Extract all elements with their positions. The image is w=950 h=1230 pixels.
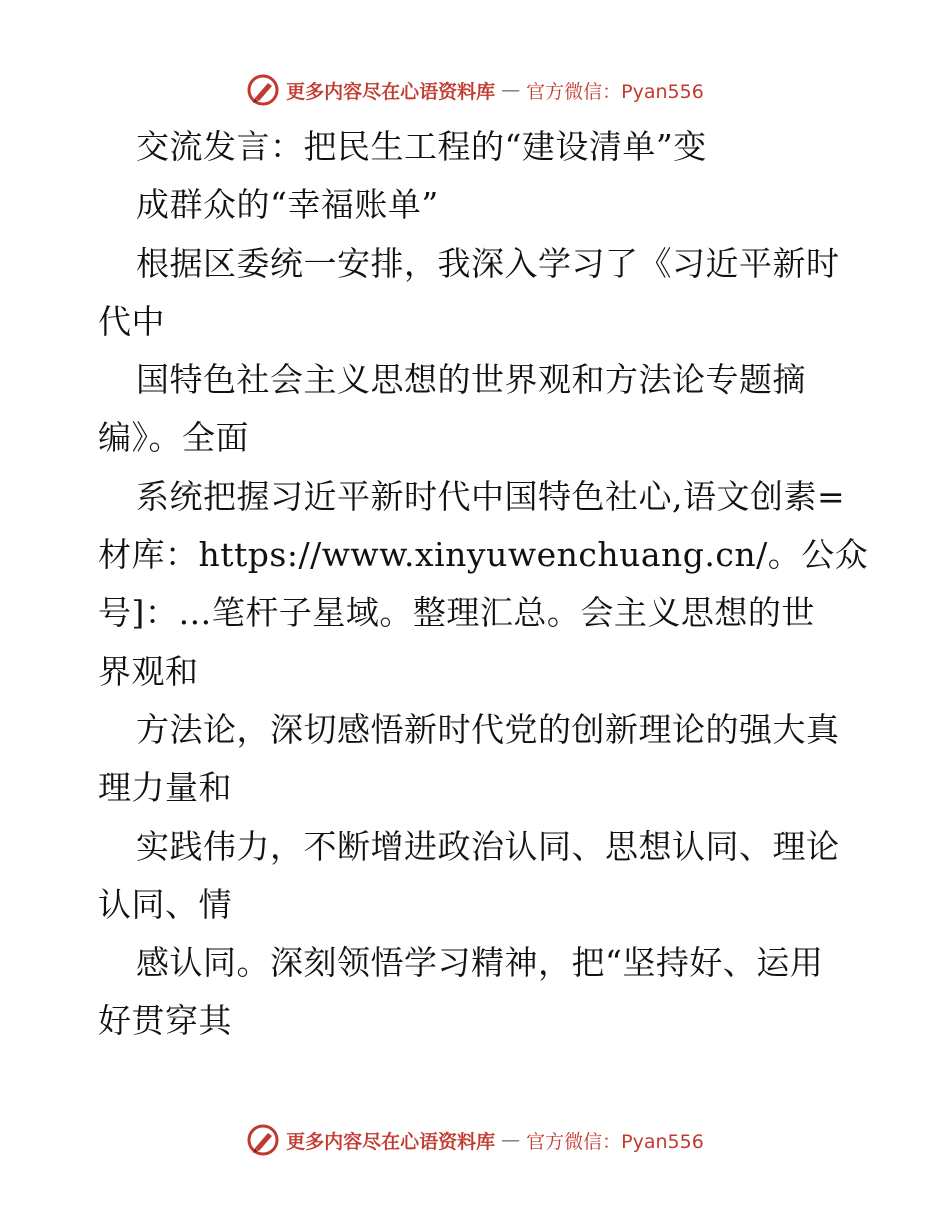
body-line: 认同、情 (98, 884, 232, 924)
watermark-text: 更多内容尽在心语资料库 (286, 1130, 496, 1153)
body-line: 系统把握习近平新时代中国特色社心,语文创素= (136, 476, 846, 516)
body-line: 根据区委统一安排，我深入学习了《习近平新时 (136, 243, 840, 283)
body-line: 代中 (98, 301, 165, 341)
watermark-wechat: 官方微信：Pyan556 (526, 80, 704, 103)
watermark-separator: — (501, 79, 521, 101)
body-line: 号]：…笔杆子星域。整理汇总。会主义思想的世 (98, 593, 815, 633)
body-line: 方法论，深切感悟新时代党的创新理论的强大真 (136, 709, 840, 749)
header-watermark (0, 70, 950, 110)
body-line: 材库：https://www.xinyuwenchuang.cn/。公众 (98, 535, 869, 575)
pen-logo-icon (246, 1123, 280, 1157)
watermark-separator: — (501, 1129, 521, 1151)
watermark-wechat: 官方微信：Pyan556 (526, 1130, 704, 1153)
watermark-text: 更多内容尽在心语资料库 (286, 80, 496, 103)
body-line: 编》。全面 (98, 418, 249, 458)
title-line: 成群众的“幸福账单” (136, 185, 439, 225)
body-line: 界观和 (98, 651, 199, 691)
body-line: 国特色社会主义思想的世界观和方法论专题摘 (136, 360, 806, 400)
footer-watermark (0, 1120, 950, 1160)
pen-logo-icon (246, 73, 280, 107)
body-line: 好贯穿其 (98, 1001, 232, 1041)
title-line: 交流发言：把民生工程的“建设清单”变 (136, 127, 707, 166)
document-body (98, 118, 869, 1051)
body-line: 实践伟力，不断增进政治认同、思想认同、理论 (136, 826, 840, 866)
body-line: 感认同。深刻领悟学习精神，把“坚持好、运用 (136, 943, 824, 983)
body-line: 理力量和 (98, 768, 232, 808)
